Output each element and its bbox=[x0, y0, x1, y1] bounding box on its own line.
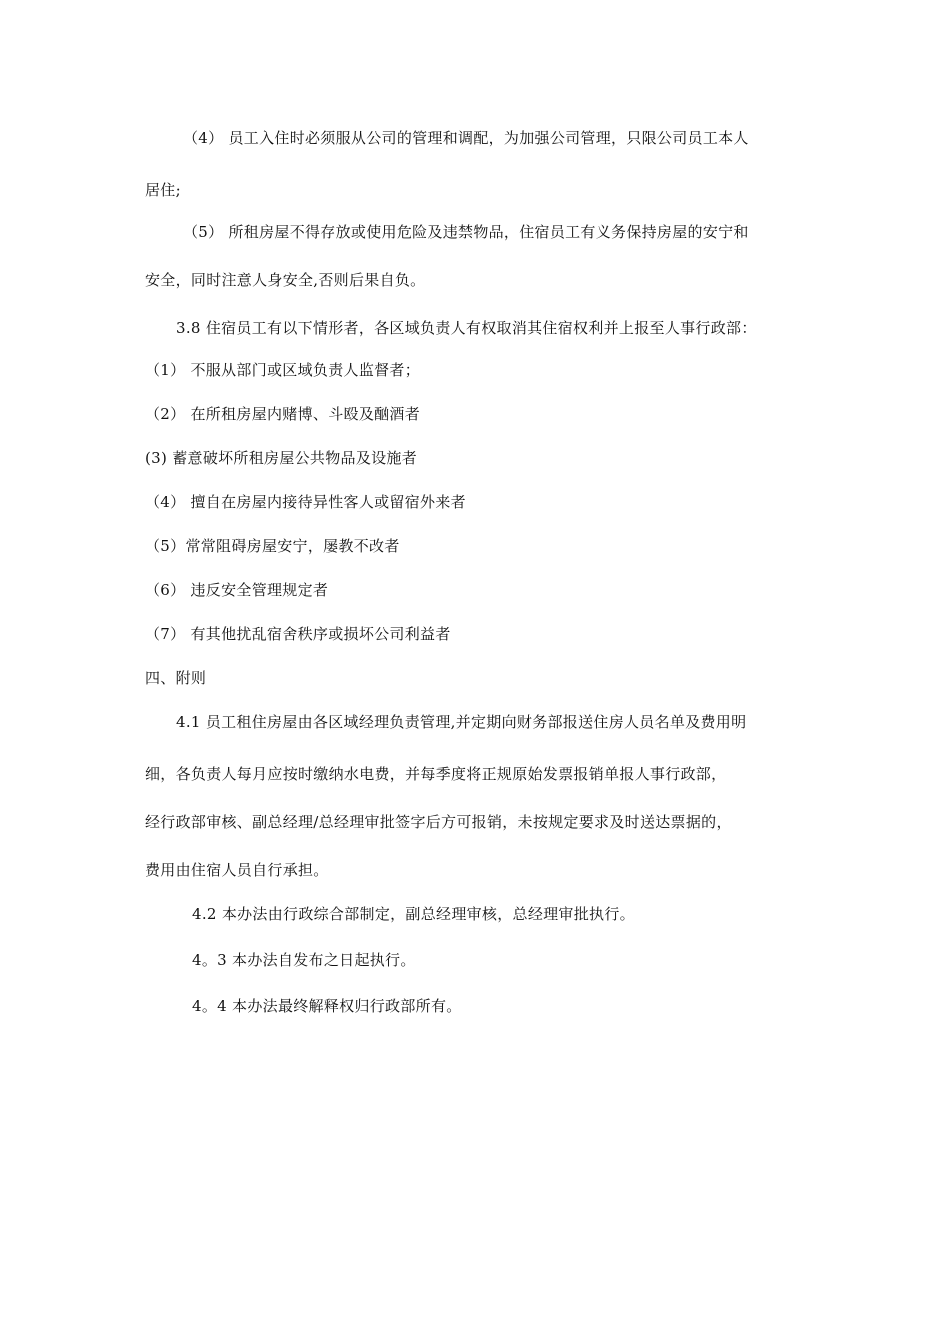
clause-3-7-4-line-2: 居住; bbox=[145, 181, 181, 199]
clause-3-7-5-line-1: （5） 所租房屋不得存放或使用危险及违禁物品，住宿员工有义务保持房屋的安宁和 bbox=[183, 223, 749, 241]
clause-3-8-heading: 3.8 住宿员工有以下情形者，各区域负责人有权取消其住宿权利并上报至人事行政部： bbox=[176, 319, 757, 337]
clause-3-7-4-line-1: （4） 员工入住时必须服从公司的管理和调配，为加强公司管理，只限公司员工本人 bbox=[183, 129, 749, 147]
clause-4-1-line-1: 4.1 员工租住房屋由各区域经理负责管理,并定期向财务部报送住房人员名单及费用明 bbox=[176, 713, 747, 731]
list-item-6: （6） 违反安全管理规定者 bbox=[145, 581, 329, 599]
list-item-4: （4） 擅自在房屋内接待异性客人或留宿外来者 bbox=[145, 493, 466, 511]
clause-3-7-5-line-2: 安全，同时注意人身安全,否则后果自负。 bbox=[145, 271, 426, 289]
clause-4-3: 4。3 本办法自发布之日起执行。 bbox=[192, 951, 416, 969]
list-item-3: (3) 蓄意破坏所租房屋公共物品及设施者 bbox=[145, 449, 418, 467]
clause-4-1-line-3: 经行政部审核、副总经理/总经理审批签字后方可报销，未按规定要求及时送达票据的， bbox=[145, 813, 732, 831]
clause-4-1-line-4: 费用由住宿人员自行承担。 bbox=[145, 861, 329, 879]
clause-4-1-line-2: 细，各负责人每月应按时缴纳水电费，并每季度将正规原始发票报销单报人事行政部， bbox=[145, 765, 727, 783]
list-item-7: （7） 有其他扰乱宿舍秩序或损坏公司利益者 bbox=[145, 625, 451, 643]
clause-4-4: 4。4 本办法最终解释权归行政部所有。 bbox=[192, 997, 462, 1015]
list-item-5: （5）常常阻碍房屋安宁，屡教不改者 bbox=[145, 537, 400, 555]
section-4-heading: 四、附则 bbox=[145, 669, 207, 687]
list-item-2: （2） 在所租房屋内赌博、斗殴及酗酒者 bbox=[145, 405, 421, 423]
list-item-1: （1） 不服从部门或区域负责人监督者； bbox=[145, 361, 421, 379]
clause-4-2: 4.2 本办法由行政综合部制定，副总经理审核，总经理审批执行。 bbox=[192, 905, 635, 923]
